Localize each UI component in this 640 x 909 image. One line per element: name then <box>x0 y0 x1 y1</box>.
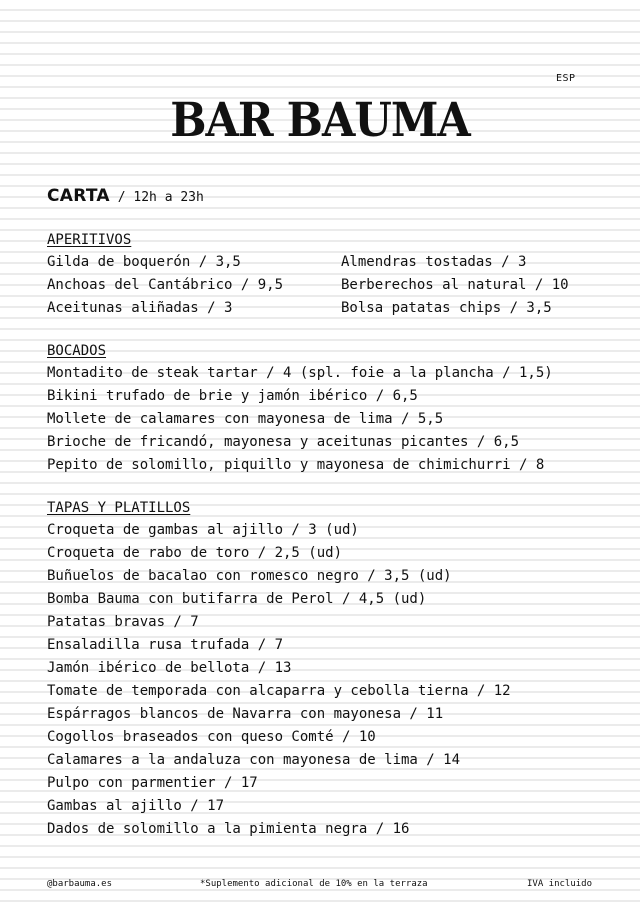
section-bocados <box>47 340 553 477</box>
tax-note: IVA incluido <box>527 879 593 889</box>
section-title-bocados: BOCADOS <box>47 343 107 359</box>
aperitivos-right-column <box>341 251 569 320</box>
language-switch[interactable]: ESP <box>556 73 576 84</box>
menu-item: Anchoas del Cantábrico / 9,5 <box>47 277 284 293</box>
restaurant-title: BAR BAUMA <box>170 94 470 148</box>
menu-item: Jamón ibérico de bellota / 13 <box>47 660 292 676</box>
menu-item: Montadito de steak tartar / 4 (spl. foie a la plancha / 1,5) <box>47 365 553 381</box>
menu-item: Berberechos al natural / 10 <box>341 277 569 293</box>
menu-item: Tomate de temporada con alcaparra y cebolla tierna / 12 <box>47 683 511 699</box>
social-handle-link[interactable]: @barbauma.es <box>47 879 113 889</box>
menu-item: Calamares a la andaluza con mayonesa de lima / 14 <box>47 752 461 768</box>
menu-item: Gambas al ajillo / 17 <box>47 798 225 814</box>
section-tapas <box>47 497 511 841</box>
menu-item: Bolsa patatas chips / 3,5 <box>341 300 552 316</box>
opening-hours: / 12h a 23h <box>109 190 204 205</box>
menu-heading <box>47 186 204 206</box>
menu-item: Gilda de boquerón / 3,5 <box>47 254 241 270</box>
aperitivos-left-column <box>47 251 283 320</box>
section-aperitivos <box>47 229 569 316</box>
menu-item: Patatas bravas / 7 <box>47 614 199 630</box>
menu-item: Croqueta de rabo de toro / 2,5 (ud) <box>47 545 343 561</box>
menu-item: Mollete de calamares con mayonesa de lima / 5,5 <box>47 411 444 427</box>
menu-item: Almendras tostadas / 3 <box>341 254 527 270</box>
menu-item: Ensaladilla rusa trufada / 7 <box>47 637 284 653</box>
menu-item: Bomba Bauma con butifarra de Perol / 4,5 (ud) <box>47 591 427 607</box>
menu-item: Aceitunas aliñadas / 3 <box>47 300 233 316</box>
menu-item: Espárragos blancos de Navarra con mayonesa / 11 <box>47 706 444 722</box>
menu-item: Cogollos braseados con queso Comté / 10 <box>47 729 376 745</box>
menu-item: Buñuelos de bacalao con romesco negro / 3,5 (ud) <box>47 568 452 584</box>
carta-label: CARTA <box>47 186 110 206</box>
menu-item: Brioche de fricandó, mayonesa y aceitunas picantes / 6,5 <box>47 434 520 450</box>
section-title-tapas: TAPAS Y PLATILLOS <box>47 500 191 516</box>
menu-item: Pepito de solomillo, piquillo y mayonesa de chimichurri / 8 <box>47 457 545 473</box>
menu-item: Bikini trufado de brie y jamón ibérico / 6,5 <box>47 388 418 404</box>
section-title-aperitivos: APERITIVOS <box>47 232 132 248</box>
menu-item: Dados de solomillo a la pimienta negra / 16 <box>47 821 410 837</box>
menu-item: Croqueta de gambas al ajillo / 3 (ud) <box>47 522 359 538</box>
menu-item: Pulpo con parmentier / 17 <box>47 775 258 791</box>
terrace-surcharge-note: *Suplemento adicional de 10% en la terraza <box>200 879 428 889</box>
